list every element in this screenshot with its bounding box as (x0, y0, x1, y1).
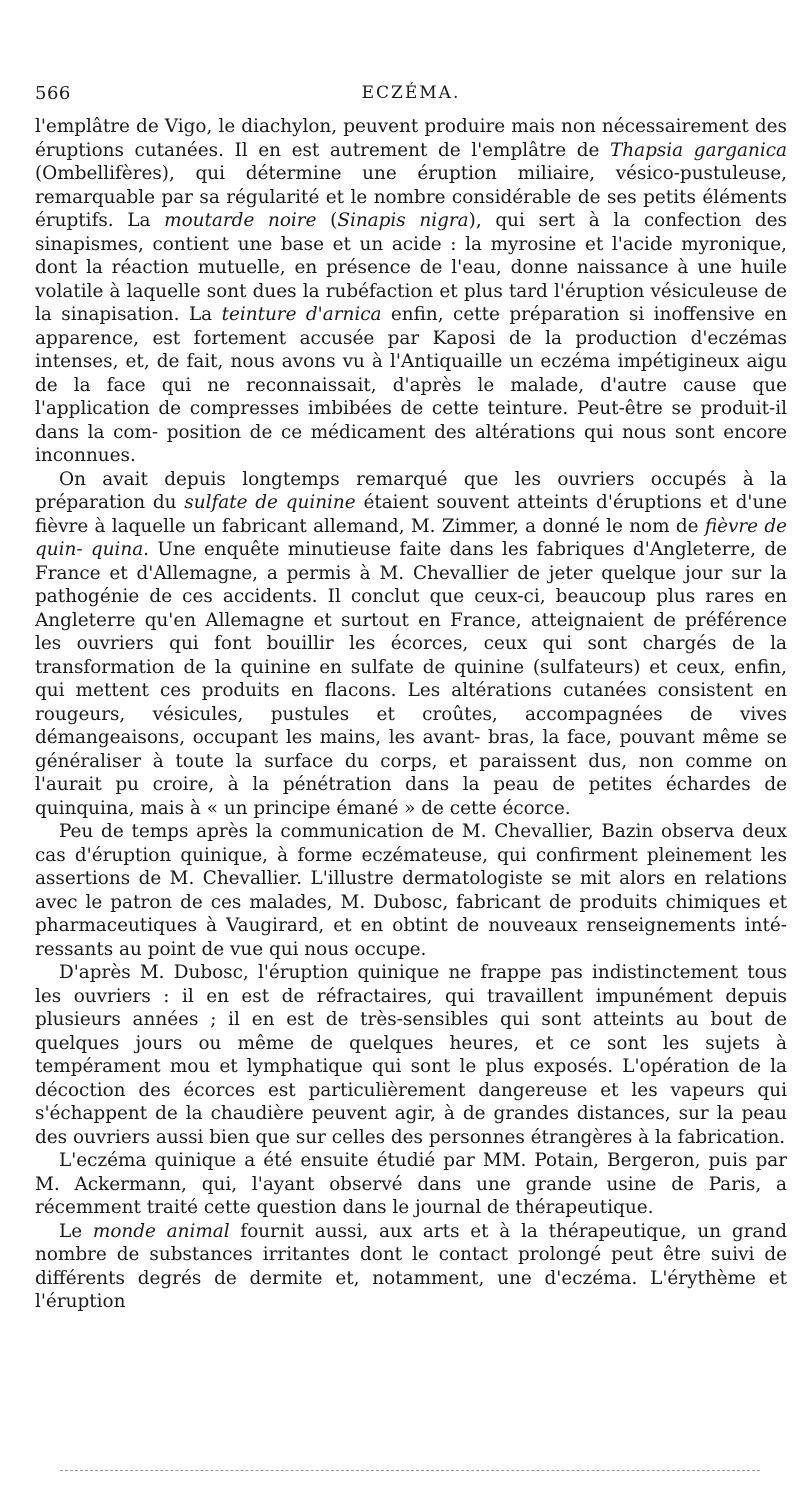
italic-run: teinture d'arnica (221, 304, 382, 325)
paragraph (35, 468, 787, 821)
text-run: enfin, cette préparation si inoffensive en apparence, est fortement accusée par Kaposi de la production d'eczémas intenses, et, de fait, nous avons vu à l'Antiquaille un eczéma impétigineux aigu de la face qui ne reconnaissait, d'après le malade, d'autre cause que l'application de compresses imbibées de cette teinture. Peut-être se produit-il dans la com- position de ce médicament des altérations qui nous sont encore inconnues. (35, 304, 787, 466)
text-run: Une enquête minutieuse faite dans les fabriques d'Angleterre, de France et d'Allemagne, a permis à M. Chevallier de jeter quelque jour sur la pathogénie de ces accidents. Il conclut que ceux-ci, beaucoup plus rares en Angleterre qu'en Allemagne et surtout en France, atteignaient de préférence les ouvriers qui font bouillir les écorces, ceux qui sont chargés de la transformation de la quinine en sulfate de quinine (sulfateurs) et ceux, enfin, qui mettent ces produits en flacons. Les altérations cutanées consistent en rougeurs, vésicules, pustules et croûtes, accompagnées de vives démangeaisons, occupant les mains, les avant- bras, la face, pouvant même se généraliser à toute la surface du corps, et paraissent dus, non comme on l'aurait pu croire, à la pénétration dans la peau de petites échardes de quinquina, mais à « un principe émané » de cette écorce. (35, 539, 787, 819)
paragraph (35, 961, 787, 1149)
text-run: L'eczéma quinique a été ensuite étudié par MM. Potain, Bergeron, puis par M. Ackermann, qui, l'ayant observé dans une grande usine de Paris, a récemment traité cette question dans le journal de thérapeutique. (35, 1150, 787, 1218)
paragraph (35, 115, 787, 468)
text-run: fournit aussi, aux arts et à la thérapeutique, un grand nombre de substances irritantes dont le contact prolongé peut être suivi de différents degrés de dermite et, notamment, une d'eczéma. L'érythème et l'éruption (35, 1220, 787, 1312)
italic-run: monde animal (92, 1220, 230, 1242)
book-page (35, 83, 787, 1314)
footer-rule (60, 1470, 760, 1471)
text-run: Le (59, 1220, 93, 1242)
paragraph (35, 1220, 787, 1314)
page-number: 566 (35, 83, 71, 104)
paragraph (35, 1149, 787, 1220)
text-run: On avait depuis longtemps remarqué que les ouvriers occupés à la préparation du (35, 468, 787, 513)
text-run: D'après M. Dubosc, l'éruption quinique ne frappe pas indistinctement tous les ouvriers : il en est de réfractaires, qui travaillent impunément depuis plusieurs années ; il en est de très-sensibles qui sont atteints au bout de quelques jours ou même de quelques heures, et ce sont les sujets à tempérament mou et lymphatique qui sont le plus exposés. L'opération de la décoction des écorces est particulièrement dangereuse et les vapeurs qui s'échappent de la chaudière peuvent agir, à de grandes distances, sur la peau des ouvriers aussi bien que sur celles des personnes étrangères à la fabrication. (35, 962, 787, 1148)
italic-run: Thapsia garganica (610, 139, 788, 161)
paragraph (35, 820, 787, 961)
text-run: étaient souvent atteints d'éruptions et d'une fièvre à laquelle un fabricant allemand, M. Zimmer, a donné le nom de (35, 492, 788, 537)
italic-run: sulfate de quinine (184, 492, 356, 513)
text-run: Peu de temps après la communication de M. Chevallier, Bazin observa deux cas d'éruption quinique, à forme eczémateuse, qui confirment pleinement les assertions de M. Chevallier. L'illustre dermatologiste se mit alors en relations avec le patron de ces malades, M. Dubosc, fabricant de produits chimiques et pharmaceutiques à Vaugirard, et en obtint de nouveaux renseignements inté- ressants au point de vue qui nous occupe. (35, 821, 787, 960)
running-head (35, 83, 787, 113)
italic-run: moutarde noire (164, 210, 317, 231)
text-run: l'emplâtre de Vigo, le diachylon, peuvent produire mais non nécessairement des éruptions cutanées. Il en est autrement de l'emplâtre de (35, 116, 787, 161)
italic-run: Sinapis nigra (337, 210, 469, 231)
text-run: ), qui sert à la confection des sinapismes, contient une base et un acide : la myrosine et l'acide myronique, dont la réaction mutuelle, en présence de l'eau, donne naissance à une huile volatile à laquelle sont dues la rubéfaction et plus tard l'éruption vésiculeuse de la sinapisation. La (35, 210, 787, 325)
text-run: (Ombellifères), qui détermine une éruption miliaire, vésico-pustuleuse, remarquable par sa régularité et le nombre considérable de ses petits éléments éruptifs. La (35, 163, 787, 231)
page-title: ECZÉMA. (361, 83, 461, 103)
text-run: ( (316, 210, 338, 231)
italic-run: fièvre de quin- quina. (35, 515, 787, 560)
